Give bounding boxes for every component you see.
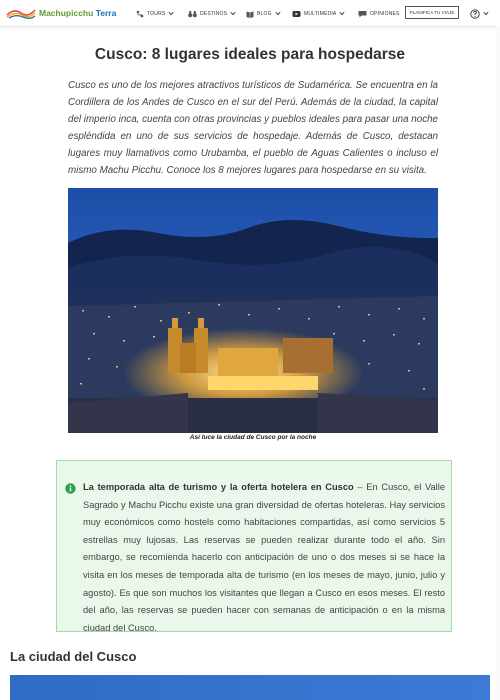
nav-item-destinos[interactable] [188, 8, 239, 19]
site-logo[interactable] [6, 6, 116, 20]
intro-paragraph: Cusco es uno de los mejores atractivos turísticos de Sudamérica. Se encuentra en la Cordillera de los Andes de Cusco en el sur del Perú. Además de la ciudad, la capital del imperio inca, cuenta con otras provincias y pueblos ideales para pasar una noche espléndida en uno de sus servicios de hospedaje. Además de Cusco, destacan lugares muy llamativos como Urubamba, el pueblo de Aguas Calientes o incluso el mismo Machu Picchu. Conoce los 8 mejores lugares para hospedarse en su visita. [68, 80, 438, 176]
help-menu[interactable] [470, 8, 489, 19]
chevron-down-icon [230, 11, 236, 16]
chevron-down-icon [483, 11, 489, 16]
chat-icon [358, 10, 367, 18]
nav-item-label: BLOG [257, 10, 272, 17]
section-image [10, 675, 490, 700]
binoculars-icon [188, 10, 197, 18]
section-heading: La ciudad del Cusco [10, 649, 137, 664]
image-caption: Así luce la ciudad de Cusco por la noche [189, 434, 317, 441]
info-icon [65, 483, 76, 494]
help-icon [470, 9, 480, 19]
route-icon [136, 10, 144, 18]
nav-item-label: OPINIONES [370, 10, 400, 17]
info-callout [56, 460, 452, 632]
page-scrollbar[interactable] [496, 26, 500, 700]
info-callout-body: – En Cusco, el Valle Sagrado y Machu Picchu existe una gran diversidad de ofertas hoteleras. Hay servicios muy económicos como hostels como habitaciones compartidas, así como servicios 5 estrellas muy lujosas. Las reservas se pueden realizar durante todo el año. Sin embargo, se recomienda hacerlo con anticipación de uno o dos meses si se hace la visita en los meses de temporada alta de turismo (en los meses de mayo, junio, julio y agosto). Es que son muchos los visitantes que llegan a Cusco en esos meses. El resto del año, las reservas se pueden hacer con semanas de anticipación o en la misma ciudad del Cusco. [83, 482, 445, 633]
chevron-down-icon [339, 11, 345, 16]
plan-trip-button[interactable]: PLANIFICA TU VIAJE [405, 6, 459, 19]
logo-text-terra: Terra [95, 8, 117, 18]
video-icon [292, 10, 301, 18]
nav-item-opiniones[interactable] [358, 8, 400, 19]
page-title: Cusco: 8 lugares ideales para hospedarse [94, 46, 406, 63]
chevron-down-icon [275, 11, 281, 16]
cusco-night-photo [68, 188, 438, 433]
nav-item-label: DESTINOS [200, 10, 228, 17]
info-callout-text [83, 479, 445, 637]
info-callout-title: La temporada alta de turismo y la oferta hotelera en Cusco [83, 482, 354, 492]
top-navbar [0, 0, 500, 27]
chevron-down-icon [168, 11, 174, 16]
nav-item-label: TOURS [147, 10, 166, 17]
nav-item-multimedia[interactable] [292, 8, 348, 19]
nav-item-label: MULTIMEDIA [304, 10, 337, 17]
book-icon [246, 10, 254, 18]
logo-text-machupicchu: Machupicchu [39, 8, 94, 18]
logo-mark-icon [6, 7, 36, 19]
nav-item-blog[interactable] [246, 8, 284, 19]
nav-item-tours[interactable] [136, 8, 177, 19]
